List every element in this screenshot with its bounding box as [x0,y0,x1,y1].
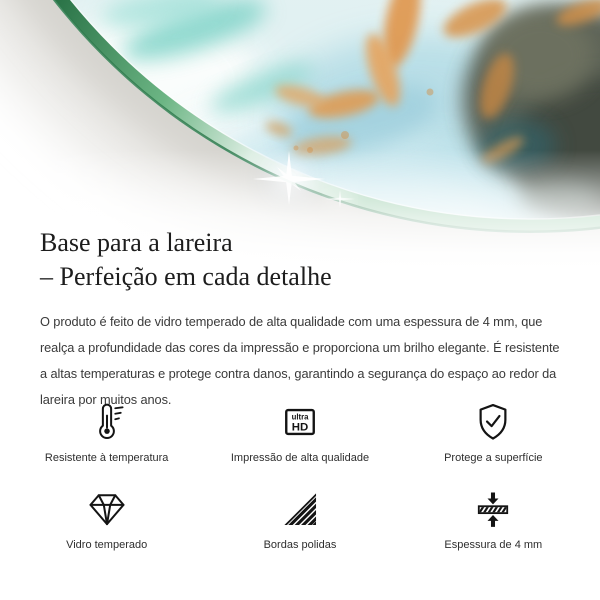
product-description-text: O produto é feito de vidro temperado de alta qualidade com uma espessura de 4 mm, que realça a profundidade das cores da impressão e proporciona um brilho elegante. É resistente a altas temperaturas e protege contra danos, garantindo a segurança do espaço ao redor da lareira por muitos anos. [40,314,560,407]
thermometer-icon [85,400,129,444]
page-title [40,226,568,294]
feature-print-quality [203,399,396,464]
feature-label: Espessura de 4 mm [444,539,543,551]
feature-temperature-resistant [10,399,203,464]
feature-thickness [397,486,590,551]
feature-surface-protection [397,399,590,464]
heading-line-2: – Perfeição em cada detalhe [40,262,332,291]
feature-label: Protege a superfície [444,452,543,464]
svg-text:ultra: ultra [291,412,309,422]
feature-polished-edges [203,486,396,551]
heading-line-1: Base para a lareira [40,228,233,257]
feature-label: Bordas polidas [263,539,337,551]
product-description-section [40,226,568,413]
thickness-icon [471,487,515,531]
polished-edges-icon [278,487,322,531]
features-grid [10,399,590,551]
feature-label: Resistente à temperatura [44,452,169,464]
svg-text:HD: HD [291,421,309,434]
diamond-icon [85,487,129,531]
ultra-hd-icon [278,400,322,444]
shield-check-icon [471,400,515,444]
feature-label: Impressão de alta qualidade [230,452,370,464]
feature-tempered-glass [10,486,203,551]
feature-label: Vidro temperado [66,539,148,551]
